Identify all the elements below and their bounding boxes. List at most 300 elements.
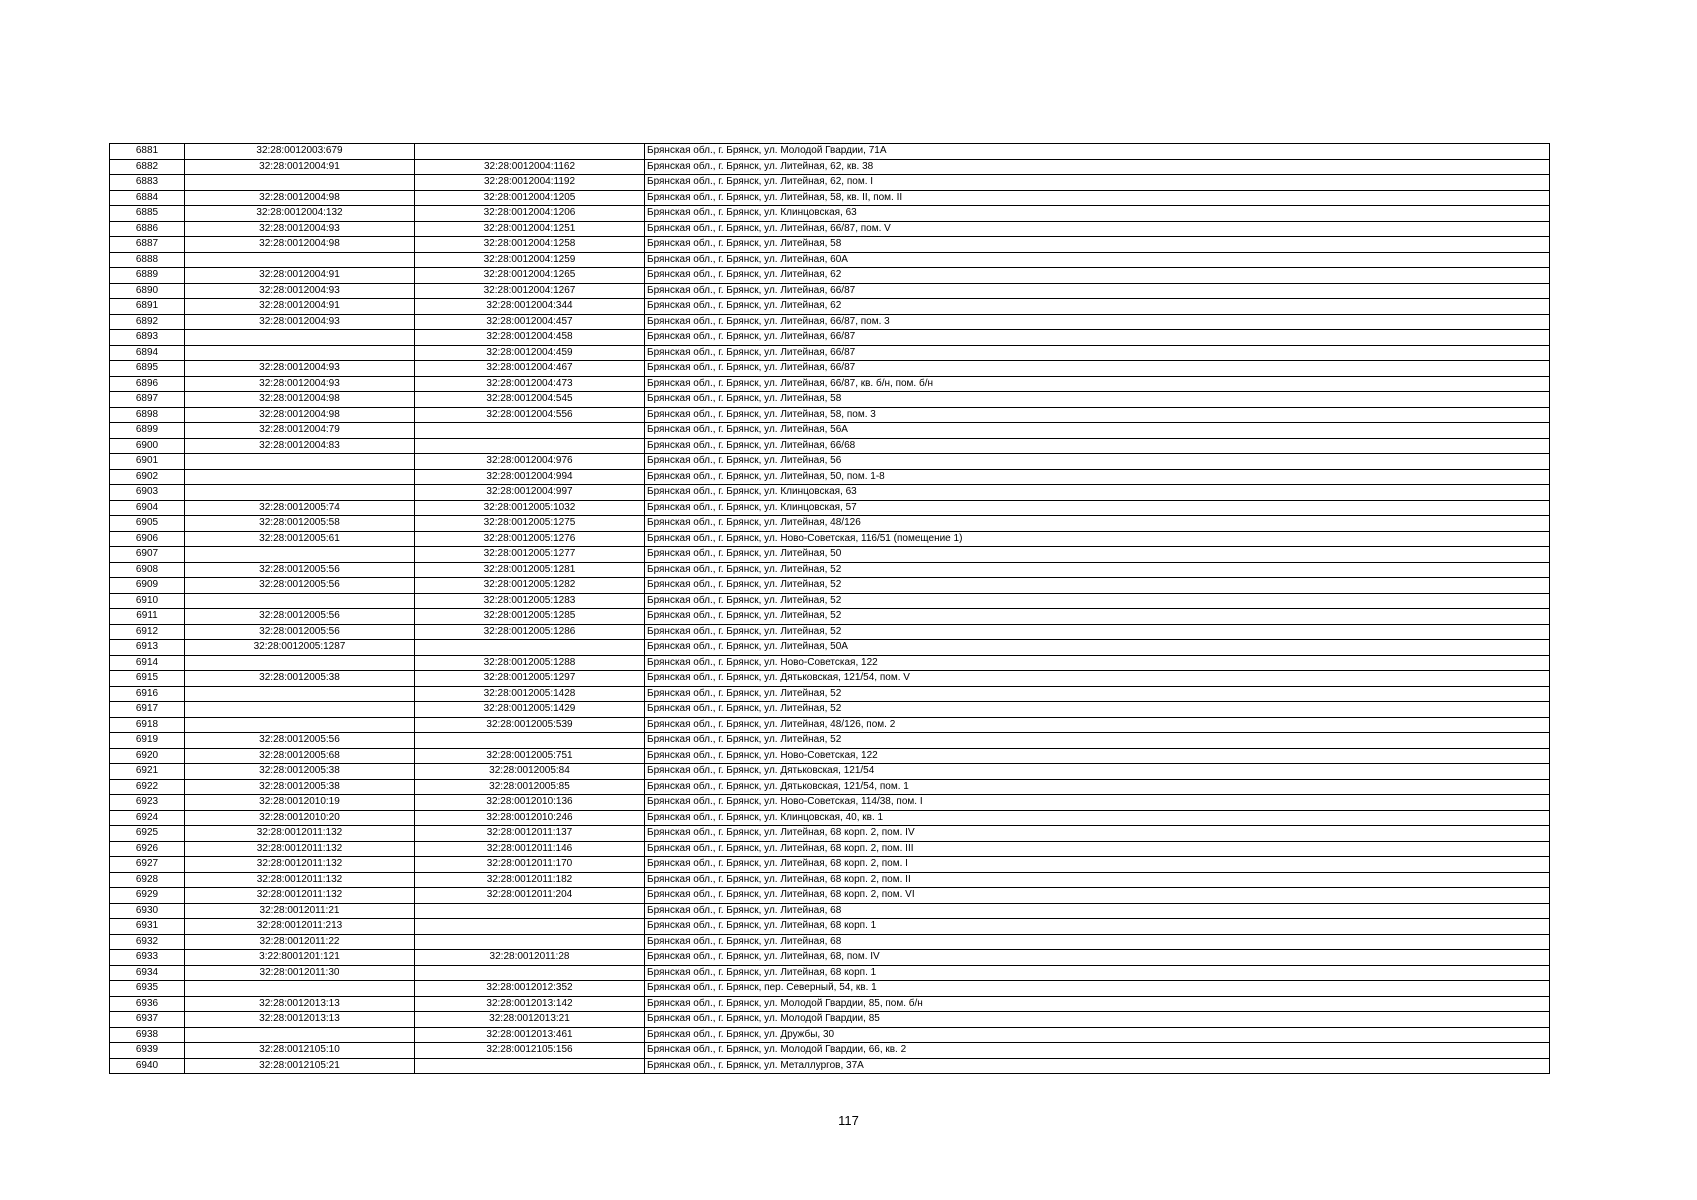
land-cadastral-number-cell: 32:28:0012005:56: [185, 733, 415, 749]
land-cadastral-number-cell: 32:28:0012004:93: [185, 314, 415, 330]
land-cadastral-number-cell: 32:28:0012004:91: [185, 159, 415, 175]
address-cell: Брянская обл., г. Брянск, ул. Литейная, 68 корп. 2, пом. I: [645, 857, 1550, 873]
row-number-cell: 6910: [110, 593, 185, 609]
address-cell: Брянская обл., г. Брянск, ул. Литейная, 68 корп. 2, пом. II: [645, 872, 1550, 888]
row-number-cell: 6917: [110, 702, 185, 718]
row-number-cell: 6895: [110, 361, 185, 377]
row-number-cell: 6896: [110, 376, 185, 392]
object-cadastral-number-cell: 32:28:0012010:136: [415, 795, 645, 811]
land-cadastral-number-cell: 32:28:0012011:22: [185, 934, 415, 950]
table-row: [110, 144, 1550, 160]
address-cell: Брянская обл., г. Брянск, ул. Литейная, 68 корп. 2, пом. IV: [645, 826, 1550, 842]
land-cadastral-number-cell: [185, 717, 415, 733]
object-cadastral-number-cell: 32:28:0012013:461: [415, 1027, 645, 1043]
land-cadastral-number-cell: [185, 702, 415, 718]
land-cadastral-number-cell: [185, 547, 415, 563]
address-cell: Брянская обл., г. Брянск, пер. Северный, 54, кв. 1: [645, 981, 1550, 997]
land-cadastral-number-cell: 32:28:0012005:56: [185, 578, 415, 594]
land-cadastral-number-cell: [185, 345, 415, 361]
row-number-cell: 6927: [110, 857, 185, 873]
row-number-cell: 6934: [110, 965, 185, 981]
land-cadastral-number-cell: 32:28:0012011:213: [185, 919, 415, 935]
row-number-cell: 6916: [110, 686, 185, 702]
address-cell: Брянская обл., г. Брянск, ул. Литейная, 52: [645, 733, 1550, 749]
object-cadastral-number-cell: 32:28:0012005:1277: [415, 547, 645, 563]
row-number-cell: 6903: [110, 485, 185, 501]
object-cadastral-number-cell: 32:28:0012005:1282: [415, 578, 645, 594]
object-cadastral-number-cell: 32:28:0012004:556: [415, 407, 645, 423]
object-cadastral-number-cell: 32:28:0012105:156: [415, 1043, 645, 1059]
object-cadastral-number-cell: [415, 1058, 645, 1074]
table-row: [110, 733, 1550, 749]
table-row: [110, 314, 1550, 330]
table-row: [110, 624, 1550, 640]
row-number-cell: 6901: [110, 454, 185, 470]
address-cell: Брянская обл., г. Брянск, ул. Литейная, 68: [645, 903, 1550, 919]
table-row: [110, 996, 1550, 1012]
object-cadastral-number-cell: 32:28:0012005:751: [415, 748, 645, 764]
object-cadastral-number-cell: 32:28:0012004:1251: [415, 221, 645, 237]
land-cadastral-number-cell: 32:28:0012011:132: [185, 841, 415, 857]
object-cadastral-number-cell: 32:28:0012011:146: [415, 841, 645, 857]
land-cadastral-number-cell: 32:28:0012011:21: [185, 903, 415, 919]
land-cadastral-number-cell: 32:28:0012010:20: [185, 810, 415, 826]
table-row: [110, 299, 1550, 315]
table-row: [110, 190, 1550, 206]
object-cadastral-number-cell: [415, 934, 645, 950]
land-cadastral-number-cell: 32:28:0012011:132: [185, 826, 415, 842]
object-cadastral-number-cell: 32:28:0012010:246: [415, 810, 645, 826]
object-cadastral-number-cell: 32:28:0012005:1032: [415, 500, 645, 516]
table-row: [110, 454, 1550, 470]
address-cell: Брянская обл., г. Брянск, ул. Молодой Гвардии, 85, пом. б/н: [645, 996, 1550, 1012]
table-row: [110, 655, 1550, 671]
address-cell: Брянская обл., г. Брянск, ул. Литейная, 66/87: [645, 330, 1550, 346]
land-cadastral-number-cell: 32:28:0012011:132: [185, 888, 415, 904]
row-number-cell: 6931: [110, 919, 185, 935]
row-number-cell: 6908: [110, 562, 185, 578]
address-cell: Брянская обл., г. Брянск, ул. Литейная, 58: [645, 237, 1550, 253]
address-cell: Брянская обл., г. Брянск, ул. Клинцовская, 63: [645, 206, 1550, 222]
table-row: [110, 407, 1550, 423]
table-row: [110, 795, 1550, 811]
object-cadastral-number-cell: [415, 640, 645, 656]
object-cadastral-number-cell: 32:28:0012004:1258: [415, 237, 645, 253]
address-cell: Брянская обл., г. Брянск, ул. Литейная, 48/126: [645, 516, 1550, 532]
object-cadastral-number-cell: 32:28:0012011:204: [415, 888, 645, 904]
table-row: [110, 268, 1550, 284]
object-cadastral-number-cell: 32:28:0012004:457: [415, 314, 645, 330]
table-row: [110, 748, 1550, 764]
row-number-cell: 6929: [110, 888, 185, 904]
address-cell: Брянская обл., г. Брянск, ул. Литейная, 62: [645, 299, 1550, 315]
table-row: [110, 934, 1550, 950]
table-row: [110, 516, 1550, 532]
table-row: [110, 671, 1550, 687]
registry-table-body: [110, 144, 1550, 1074]
address-cell: Брянская обл., г. Брянск, ул. Литейная, 50, пом. 1-8: [645, 469, 1550, 485]
row-number-cell: 6918: [110, 717, 185, 733]
table-row: [110, 764, 1550, 780]
address-cell: Брянская обл., г. Брянск, ул. Литейная, 52: [645, 624, 1550, 640]
table-row: [110, 609, 1550, 625]
land-cadastral-number-cell: 32:28:0012005:58: [185, 516, 415, 532]
address-cell: Брянская обл., г. Брянск, ул. Дятьковская, 121/54, пом. V: [645, 671, 1550, 687]
land-cadastral-number-cell: 32:28:0012105:10: [185, 1043, 415, 1059]
address-cell: Брянская обл., г. Брянск, ул. Литейная, 66/87, кв. б/н, пом. б/н: [645, 376, 1550, 392]
table-row: [110, 981, 1550, 997]
table-row: [110, 717, 1550, 733]
row-number-cell: 6912: [110, 624, 185, 640]
address-cell: Брянская обл., г. Брянск, ул. Литейная, 62, пом. I: [645, 175, 1550, 191]
row-number-cell: 6894: [110, 345, 185, 361]
land-cadastral-number-cell: 32:28:0012011:132: [185, 857, 415, 873]
object-cadastral-number-cell: 32:28:0012005:84: [415, 764, 645, 780]
land-cadastral-number-cell: 32:28:0012004:93: [185, 376, 415, 392]
table-row: [110, 345, 1550, 361]
table-row: [110, 826, 1550, 842]
address-cell: Брянская обл., г. Брянск, ул. Ново-Советская, 122: [645, 655, 1550, 671]
address-cell: Брянская обл., г. Брянск, ул. Литейная, 50: [645, 547, 1550, 563]
object-cadastral-number-cell: 32:28:0012011:170: [415, 857, 645, 873]
land-cadastral-number-cell: 32:28:0012005:56: [185, 624, 415, 640]
row-number-cell: 6892: [110, 314, 185, 330]
row-number-cell: 6936: [110, 996, 185, 1012]
object-cadastral-number-cell: 32:28:0012004:1162: [415, 159, 645, 175]
table-row: [110, 919, 1550, 935]
address-cell: Брянская обл., г. Брянск, ул. Ново-Советская, 116/51 (помещение 1): [645, 531, 1550, 547]
object-cadastral-number-cell: 32:28:0012013:21: [415, 1012, 645, 1028]
address-cell: Брянская обл., г. Брянск, ул. Литейная, 62, кв. 38: [645, 159, 1550, 175]
address-cell: Брянская обл., г. Брянск, ул. Литейная, 58, пом. 3: [645, 407, 1550, 423]
address-cell: Брянская обл., г. Брянск, ул. Литейная, 50А: [645, 640, 1550, 656]
land-cadastral-number-cell: 32:28:0012004:91: [185, 268, 415, 284]
table-row: [110, 1058, 1550, 1074]
address-cell: Брянская обл., г. Брянск, ул. Литейная, 68 корп. 2, пом. III: [645, 841, 1550, 857]
registry-table: [109, 143, 1550, 1074]
row-number-cell: 6928: [110, 872, 185, 888]
row-number-cell: 6881: [110, 144, 185, 160]
row-number-cell: 6900: [110, 438, 185, 454]
table-row: [110, 578, 1550, 594]
land-cadastral-number-cell: 32:28:0012010:19: [185, 795, 415, 811]
address-cell: Брянская обл., г. Брянск, ул. Клинцовская, 57: [645, 500, 1550, 516]
page-number: 117: [838, 1113, 859, 1128]
land-cadastral-number-cell: 32:28:0012004:91: [185, 299, 415, 315]
object-cadastral-number-cell: 32:28:0012004:997: [415, 485, 645, 501]
address-cell: Брянская обл., г. Брянск, ул. Литейная, 52: [645, 686, 1550, 702]
table-row: [110, 283, 1550, 299]
table-row: [110, 841, 1550, 857]
row-number-cell: 6904: [110, 500, 185, 516]
table-row: [110, 438, 1550, 454]
address-cell: Брянская обл., г. Брянск, ул. Литейная, 68: [645, 934, 1550, 950]
object-cadastral-number-cell: 32:28:0012011:28: [415, 950, 645, 966]
address-cell: Брянская обл., г. Брянск, ул. Литейная, 68 корп. 1: [645, 919, 1550, 935]
object-cadastral-number-cell: 32:28:0012005:1297: [415, 671, 645, 687]
row-number-cell: 6933: [110, 950, 185, 966]
row-number-cell: 6915: [110, 671, 185, 687]
address-cell: Брянская обл., г. Брянск, ул. Молодой Гвардии, 71А: [645, 144, 1550, 160]
address-cell: Брянская обл., г. Брянск, ул. Металлургов, 37А: [645, 1058, 1550, 1074]
land-cadastral-number-cell: [185, 655, 415, 671]
land-cadastral-number-cell: [185, 981, 415, 997]
row-number-cell: 6882: [110, 159, 185, 175]
row-number-cell: 6899: [110, 423, 185, 439]
table-row: [110, 562, 1550, 578]
row-number-cell: 6906: [110, 531, 185, 547]
object-cadastral-number-cell: 32:28:0012011:137: [415, 826, 645, 842]
address-cell: Брянская обл., г. Брянск, ул. Литейная, 52: [645, 578, 1550, 594]
object-cadastral-number-cell: 32:28:0012004:467: [415, 361, 645, 377]
object-cadastral-number-cell: 32:28:0012005:85: [415, 779, 645, 795]
table-row: [110, 950, 1550, 966]
land-cadastral-number-cell: 32:28:0012005:38: [185, 671, 415, 687]
address-cell: Брянская обл., г. Брянск, ул. Клинцовская, 40, кв. 1: [645, 810, 1550, 826]
object-cadastral-number-cell: 32:28:0012005:1276: [415, 531, 645, 547]
object-cadastral-number-cell: 32:28:0012005:1288: [415, 655, 645, 671]
land-cadastral-number-cell: [185, 252, 415, 268]
table-row: [110, 702, 1550, 718]
land-cadastral-number-cell: [185, 1027, 415, 1043]
address-cell: Брянская обл., г. Брянск, ул. Литейная, 66/87: [645, 345, 1550, 361]
address-cell: Брянская обл., г. Брянск, ул. Литейная, 66/87: [645, 283, 1550, 299]
object-cadastral-number-cell: 32:28:0012004:1265: [415, 268, 645, 284]
table-row: [110, 376, 1550, 392]
address-cell: Брянская обл., г. Брянск, ул. Литейная, 56А: [645, 423, 1550, 439]
land-cadastral-number-cell: [185, 175, 415, 191]
object-cadastral-number-cell: 32:28:0012004:545: [415, 392, 645, 408]
object-cadastral-number-cell: 32:28:0012011:182: [415, 872, 645, 888]
address-cell: Брянская обл., г. Брянск, ул. Литейная, 52: [645, 593, 1550, 609]
row-number-cell: 6905: [110, 516, 185, 532]
address-cell: Брянская обл., г. Брянск, ул. Литейная, 68 корп. 2, пом. VI: [645, 888, 1550, 904]
row-number-cell: 6919: [110, 733, 185, 749]
table-row: [110, 779, 1550, 795]
object-cadastral-number-cell: 32:28:0012013:142: [415, 996, 645, 1012]
land-cadastral-number-cell: 32:28:0012004:79: [185, 423, 415, 439]
row-number-cell: 6930: [110, 903, 185, 919]
row-number-cell: 6893: [110, 330, 185, 346]
table-row: [110, 547, 1550, 563]
land-cadastral-number-cell: 32:28:0012011:132: [185, 872, 415, 888]
land-cadastral-number-cell: 32:28:0012004:98: [185, 407, 415, 423]
address-cell: Брянская обл., г. Брянск, ул. Клинцовская, 63: [645, 485, 1550, 501]
row-number-cell: 6913: [110, 640, 185, 656]
table-row: [110, 686, 1550, 702]
object-cadastral-number-cell: 32:28:0012005:1281: [415, 562, 645, 578]
row-number-cell: 6891: [110, 299, 185, 315]
land-cadastral-number-cell: [185, 485, 415, 501]
table-row: [110, 965, 1550, 981]
row-number-cell: 6920: [110, 748, 185, 764]
object-cadastral-number-cell: 32:28:0012005:1283: [415, 593, 645, 609]
address-cell: Брянская обл., г. Брянск, ул. Литейная, 62: [645, 268, 1550, 284]
row-number-cell: 6884: [110, 190, 185, 206]
address-cell: Брянская обл., г. Брянск, ул. Литейная, 60А: [645, 252, 1550, 268]
row-number-cell: 6885: [110, 206, 185, 222]
address-cell: Брянская обл., г. Брянск, ул. Литейная, 68, пом. IV: [645, 950, 1550, 966]
land-cadastral-number-cell: 32:28:0012004:83: [185, 438, 415, 454]
table-row: [110, 237, 1550, 253]
row-number-cell: 6939: [110, 1043, 185, 1059]
object-cadastral-number-cell: 32:28:0012004:1192: [415, 175, 645, 191]
land-cadastral-number-cell: [185, 686, 415, 702]
object-cadastral-number-cell: 32:28:0012004:994: [415, 469, 645, 485]
row-number-cell: 6887: [110, 237, 185, 253]
object-cadastral-number-cell: 32:28:0012004:473: [415, 376, 645, 392]
address-cell: Брянская обл., г. Брянск, ул. Ново-Советская, 122: [645, 748, 1550, 764]
object-cadastral-number-cell: 32:28:0012004:1259: [415, 252, 645, 268]
table-row: [110, 903, 1550, 919]
object-cadastral-number-cell: [415, 919, 645, 935]
row-number-cell: 6921: [110, 764, 185, 780]
land-cadastral-number-cell: 32:28:0012013:13: [185, 996, 415, 1012]
address-cell: Брянская обл., г. Брянск, ул. Молодой Гвардии, 66, кв. 2: [645, 1043, 1550, 1059]
object-cadastral-number-cell: 32:28:0012004:1205: [415, 190, 645, 206]
address-cell: Брянская обл., г. Брянск, ул. Литейная, 56: [645, 454, 1550, 470]
table-row: [110, 159, 1550, 175]
object-cadastral-number-cell: [415, 423, 645, 439]
land-cadastral-number-cell: 32:28:0012005:38: [185, 764, 415, 780]
table-row: [110, 252, 1550, 268]
row-number-cell: 6940: [110, 1058, 185, 1074]
row-number-cell: 6938: [110, 1027, 185, 1043]
table-row: [110, 857, 1550, 873]
address-cell: Брянская обл., г. Брянск, ул. Дружбы, 30: [645, 1027, 1550, 1043]
table-row: [110, 1027, 1550, 1043]
land-cadastral-number-cell: 3:22:8001201:121: [185, 950, 415, 966]
land-cadastral-number-cell: 32:28:0012013:13: [185, 1012, 415, 1028]
table-row: [110, 593, 1550, 609]
table-row: [110, 206, 1550, 222]
object-cadastral-number-cell: 32:28:0012005:1285: [415, 609, 645, 625]
object-cadastral-number-cell: 32:28:0012005:539: [415, 717, 645, 733]
land-cadastral-number-cell: 32:28:0012004:98: [185, 190, 415, 206]
address-cell: Брянская обл., г. Брянск, ул. Литейная, 66/87: [645, 361, 1550, 377]
row-number-cell: 6889: [110, 268, 185, 284]
table-row: [110, 888, 1550, 904]
land-cadastral-number-cell: 32:28:0012005:38: [185, 779, 415, 795]
row-number-cell: 6909: [110, 578, 185, 594]
table-row: [110, 810, 1550, 826]
row-number-cell: 6907: [110, 547, 185, 563]
land-cadastral-number-cell: 32:28:0012105:21: [185, 1058, 415, 1074]
row-number-cell: 6898: [110, 407, 185, 423]
table-row: [110, 330, 1550, 346]
table-row: [110, 531, 1550, 547]
address-cell: Брянская обл., г. Брянск, ул. Дятьковская, 121/54: [645, 764, 1550, 780]
object-cadastral-number-cell: [415, 438, 645, 454]
row-number-cell: 6911: [110, 609, 185, 625]
object-cadastral-number-cell: [415, 903, 645, 919]
table-row: [110, 175, 1550, 191]
address-cell: Брянская обл., г. Брянск, ул. Литейная, 66/87, пом. 3: [645, 314, 1550, 330]
land-cadastral-number-cell: [185, 454, 415, 470]
row-number-cell: 6924: [110, 810, 185, 826]
address-cell: Брянская обл., г. Брянск, ул. Литейная, 48/126, пом. 2: [645, 717, 1550, 733]
row-number-cell: 6897: [110, 392, 185, 408]
row-number-cell: 6886: [110, 221, 185, 237]
row-number-cell: 6902: [110, 469, 185, 485]
object-cadastral-number-cell: 32:28:0012004:458: [415, 330, 645, 346]
row-number-cell: 6925: [110, 826, 185, 842]
table-row: [110, 221, 1550, 237]
row-number-cell: 6922: [110, 779, 185, 795]
object-cadastral-number-cell: 32:28:0012004:976: [415, 454, 645, 470]
object-cadastral-number-cell: 32:28:0012004:1206: [415, 206, 645, 222]
table-row: [110, 640, 1550, 656]
row-number-cell: 6935: [110, 981, 185, 997]
object-cadastral-number-cell: 32:28:0012004:1267: [415, 283, 645, 299]
land-cadastral-number-cell: [185, 593, 415, 609]
land-cadastral-number-cell: 32:28:0012011:30: [185, 965, 415, 981]
table-row: [110, 392, 1550, 408]
object-cadastral-number-cell: 32:28:0012005:1286: [415, 624, 645, 640]
land-cadastral-number-cell: 32:28:0012005:56: [185, 609, 415, 625]
address-cell: Брянская обл., г. Брянск, ул. Литейная, 52: [645, 702, 1550, 718]
address-cell: Брянская обл., г. Брянск, ул. Литейная, 52: [645, 562, 1550, 578]
row-number-cell: 6914: [110, 655, 185, 671]
address-cell: Брянская обл., г. Брянск, ул. Дятьковская, 121/54, пом. 1: [645, 779, 1550, 795]
land-cadastral-number-cell: 32:28:0012004:98: [185, 237, 415, 253]
land-cadastral-number-cell: 32:28:0012004:93: [185, 361, 415, 377]
land-cadastral-number-cell: [185, 469, 415, 485]
row-number-cell: 6890: [110, 283, 185, 299]
land-cadastral-number-cell: 32:28:0012004:98: [185, 392, 415, 408]
land-cadastral-number-cell: 32:28:0012005:56: [185, 562, 415, 578]
table-row: [110, 485, 1550, 501]
table-row: [110, 500, 1550, 516]
table-row: [110, 423, 1550, 439]
object-cadastral-number-cell: [415, 965, 645, 981]
land-cadastral-number-cell: 32:28:0012004:132: [185, 206, 415, 222]
address-cell: Брянская обл., г. Брянск, ул. Литейная, 68 корп. 1: [645, 965, 1550, 981]
land-cadastral-number-cell: 32:28:0012005:61: [185, 531, 415, 547]
land-cadastral-number-cell: 32:28:0012004:93: [185, 283, 415, 299]
object-cadastral-number-cell: 32:28:0012005:1429: [415, 702, 645, 718]
land-cadastral-number-cell: 32:28:0012005:1287: [185, 640, 415, 656]
row-number-cell: 6888: [110, 252, 185, 268]
object-cadastral-number-cell: 32:28:0012012:352: [415, 981, 645, 997]
address-cell: Брянская обл., г. Брянск, ул. Литейная, 66/68: [645, 438, 1550, 454]
address-cell: Брянская обл., г. Брянск, ул. Литейная, 52: [645, 609, 1550, 625]
row-number-cell: 6926: [110, 841, 185, 857]
row-number-cell: 6883: [110, 175, 185, 191]
object-cadastral-number-cell: [415, 144, 645, 160]
object-cadastral-number-cell: 32:28:0012005:1428: [415, 686, 645, 702]
table-row: [110, 1012, 1550, 1028]
object-cadastral-number-cell: 32:28:0012005:1275: [415, 516, 645, 532]
object-cadastral-number-cell: [415, 733, 645, 749]
row-number-cell: 6937: [110, 1012, 185, 1028]
row-number-cell: 6932: [110, 934, 185, 950]
address-cell: Брянская обл., г. Брянск, ул. Ново-Советская, 114/38, пом. I: [645, 795, 1550, 811]
row-number-cell: 6923: [110, 795, 185, 811]
land-cadastral-number-cell: 32:28:0012005:68: [185, 748, 415, 764]
table-row: [110, 361, 1550, 377]
land-cadastral-number-cell: [185, 330, 415, 346]
table-row: [110, 1043, 1550, 1059]
table-row: [110, 872, 1550, 888]
address-cell: Брянская обл., г. Брянск, ул. Литейная, 58, кв. II, пом. II: [645, 190, 1550, 206]
address-cell: Брянская обл., г. Брянск, ул. Литейная, 66/87, пом. V: [645, 221, 1550, 237]
table-row: [110, 469, 1550, 485]
address-cell: Брянская обл., г. Брянск, ул. Литейная, 58: [645, 392, 1550, 408]
land-cadastral-number-cell: 32:28:0012004:93: [185, 221, 415, 237]
address-cell: Брянская обл., г. Брянск, ул. Молодой Гвардии, 85: [645, 1012, 1550, 1028]
object-cadastral-number-cell: 32:28:0012004:344: [415, 299, 645, 315]
